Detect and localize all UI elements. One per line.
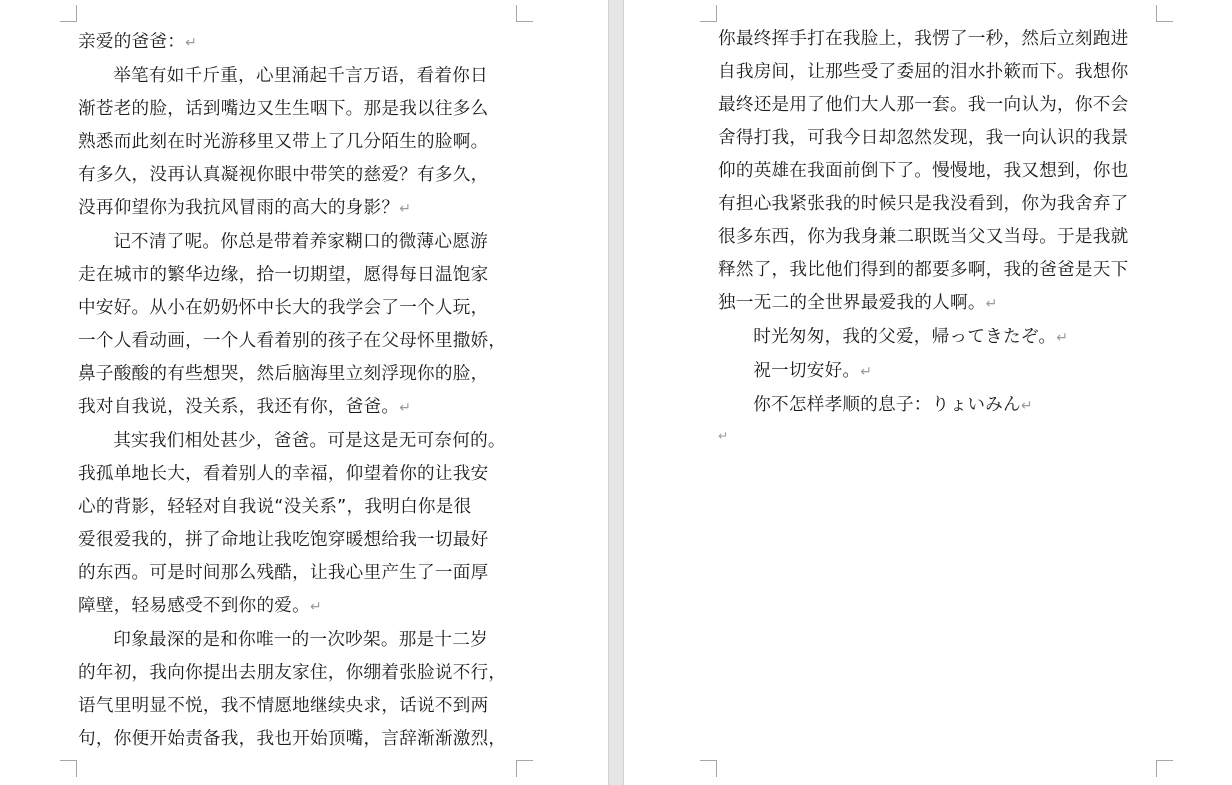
line: 句，你便开始责备我，我也开始顶嘴，言辞渐渐激烈，: [78, 729, 507, 749]
paragraph-5: [718, 23, 1156, 321]
closing-line: 时光匆匆，我的父爱，帰ってきたぞ。: [753, 327, 1057, 347]
document-page-left[interactable]: [0, 0, 608, 785]
empty-paragraph-mark-icon: ↵: [718, 429, 729, 443]
line: 仰的英雄在我面前倒下了。慢慢地，我又想到，你也: [718, 161, 1129, 181]
paragraph-mark-icon: ↵: [399, 201, 412, 217]
crop-mark-top-right: [516, 5, 533, 22]
line: 的东西。可是时间那么残酷，让我心里产生了一面厚: [78, 563, 489, 583]
line: 语气里明显不悦，我不情愿地继续央求，话说不到两: [78, 696, 489, 716]
crop-mark-top-left: [700, 5, 717, 22]
line: 爱很爱我的，拼了命地让我吃饱穿暖想给我一切最好: [78, 530, 489, 550]
line: 有担心我紧张我的时候只是我没看到，你为我舍弃了: [718, 194, 1129, 214]
line: 障壁，轻易感受不到你的爱。: [78, 596, 310, 616]
line: 鼻子酸酸的有些想哭，然后脑海里立刻浮现你的脸，: [78, 364, 489, 384]
page-left-body[interactable]: [78, 26, 516, 756]
paragraph-mark-icon: ↵: [185, 35, 198, 51]
signature: 你不怎样孝顺的息子：りょいみん: [753, 395, 1021, 415]
paragraph-mark-icon: ↵: [1020, 398, 1033, 414]
line: 自我房间，让那些受了委屈的泪水扑簌而下。我想你: [718, 62, 1129, 82]
line-with-mark: [718, 321, 1156, 355]
line: 独一无二的全世界最爱我的人啊。: [718, 293, 986, 313]
closing-paragraph-1: [718, 321, 1156, 355]
crop-mark-top-right: [1156, 5, 1173, 22]
line: 你最终挥手打在我脸上，我愣了一秒，然后立刻跑进: [718, 29, 1129, 49]
line: 我孤单地长大，看着别人的幸福，仰望着你的让我安: [78, 464, 489, 484]
crop-mark-bottom-right: [1156, 760, 1173, 777]
line: 记不清了呢。你总是带着养家糊口的微薄心愿游: [113, 232, 488, 252]
line-with-mark: [78, 590, 516, 624]
line: 中安好。从小在奶奶怀中长大的我学会了一个人玩，: [78, 298, 489, 318]
paragraph-2: [78, 226, 516, 425]
paragraph-mark-icon: ↵: [399, 400, 412, 416]
page-right-body[interactable]: [718, 23, 1156, 449]
crop-mark-bottom-left: [700, 760, 717, 777]
line: 心的背影，轻轻对自我说“没关系”，我明白你是很: [78, 497, 472, 517]
line: 其实我们相处甚少，爸爸。可是这是无可奈何的。: [113, 431, 506, 451]
line: 我对自我说，没关系，我还有你，爸爸。: [78, 397, 400, 417]
line-with-mark: [78, 192, 516, 226]
signature-paragraph: [718, 389, 1156, 423]
crop-mark-bottom-right: [516, 760, 533, 777]
greeting: 亲爱的爸爸：: [78, 32, 186, 52]
line: 渐苍老的脸，话到嘴边又生生咽下。那是我以往多么: [78, 99, 489, 119]
paragraph-mark-icon: ↵: [1056, 330, 1069, 346]
line: 印象最深的是和你唯一的一次吵架。那是十二岁: [113, 630, 488, 650]
page-gutter: [608, 0, 624, 785]
line: 释然了，我比他们得到的都要多啊，我的爸爸是天下: [718, 260, 1129, 280]
paragraph-4: [78, 624, 516, 756]
line: 熟悉而此刻在时光游移里又带上了几分陌生的脸啊。: [78, 132, 489, 152]
line-with-mark: [78, 391, 516, 425]
document-page-right[interactable]: [624, 0, 1232, 785]
line: 最终还是用了他们大人那一套。我一向认为，你不会: [718, 95, 1129, 115]
closing-line: 祝一切安好。: [753, 361, 861, 381]
paragraph-mark-icon: ↵: [985, 296, 998, 312]
paragraph-3: [78, 425, 516, 624]
paragraph-mark-icon: ↵: [860, 364, 873, 380]
line: 很多东西，你为我身兼二职既当父又当母。于是我就: [718, 227, 1129, 247]
closing-paragraph-2: [718, 355, 1156, 389]
line: 走在城市的繁华边缘，拾一切期望，愿得每日温饱家: [78, 265, 489, 285]
line-with-mark: [718, 287, 1156, 321]
line-with-mark: [718, 355, 1156, 389]
crop-mark-bottom-left: [60, 760, 77, 777]
paragraph-1: [78, 60, 516, 226]
line: 没再仰望你为我抗风冒雨的高大的身影？: [78, 198, 400, 218]
line: 的年初，我向你提出去朋友家住，你绷着张脸说不行，: [78, 663, 507, 683]
greeting-paragraph: [78, 26, 516, 60]
line: 举笔有如千斤重，心里涌起千言万语，看着你日: [113, 66, 488, 86]
line: 有多久，没再认真凝视你眼中带笑的慈爱？有多久，: [78, 165, 489, 185]
line: 一个人看动画，一个人看着别的孩子在父母怀里撒娇，: [78, 331, 507, 351]
crop-mark-top-left: [60, 5, 77, 22]
line: 舍得打我，可我今日却忽然发现，我一向认识的我景: [718, 128, 1129, 148]
line-with-mark: [718, 389, 1156, 423]
paragraph-mark-icon: ↵: [309, 599, 322, 615]
